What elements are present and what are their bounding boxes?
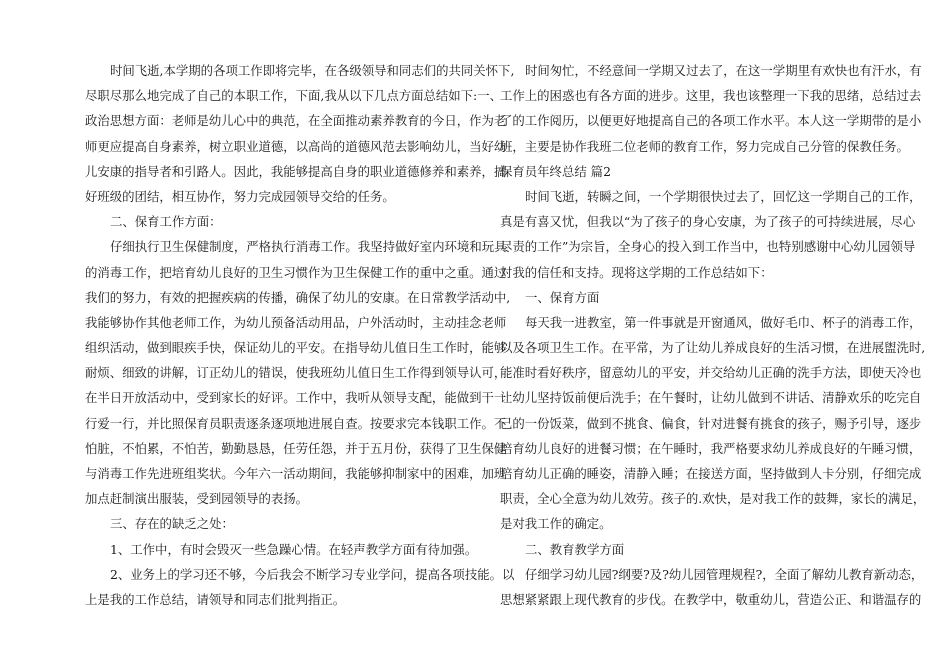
text-line: 与消毒工作先进班组奖状。今年六一活动期间，我能够抑制家中的困难，加班 xyxy=(85,466,507,481)
text-line: 能准时看好秩序，留意幼儿的平安，并交给幼儿正确的洗手方法，即使天冷也 xyxy=(500,365,922,381)
text-line: 二、保育工作方面： xyxy=(110,214,222,230)
text-line: 让幼儿坚持饭前便后洗手；在午餐时，让幼儿做到不讲话、清静欢乐的吃完自 xyxy=(500,390,922,406)
text-line: 上是我的工作总结，请领导和同志们批判指正。 xyxy=(85,591,346,607)
left-column xyxy=(85,58,515,612)
text-line: 每天我一进教室，第一件事就是开窗通风，做好毛巾、杯子的消毒工作， xyxy=(525,314,922,330)
text-line: 2、业务上的学习还不够，今后我会不断学习专业学问，提高各项技能。以 xyxy=(110,566,515,582)
text-line: 时间匆忙，不经意间一学期又过去了，在这一学期里有欢快也有汗水，有 xyxy=(525,63,922,78)
text-line: 对我的信任和支持。现将这学期的工作总结如下： xyxy=(500,264,773,280)
text-line: 尽职尽那么地完成了自己的本职工作，下面,我从以下几点方面总结如下:一、 xyxy=(85,88,503,104)
text-line: 政治思想方面：老师是幼儿心中的典范，在全面推动素养教育的今日，作为老 xyxy=(85,113,507,129)
text-line: 职责，全心全意为幼儿效劳。孩子的.欢快，是对我工作的鼓舞，家长的满足， xyxy=(500,491,926,507)
text-line: 师更应提高自身素养，树立职业道德，以高尚的道德风范去影响幼儿，当好幼 xyxy=(85,138,507,154)
text-line: 二、教育教学方面 xyxy=(525,541,625,557)
text-line: 仔细执行卫生保健制度，严格执行消毒工作。我坚持做好室内环境和玩具 xyxy=(110,239,507,255)
text-line: 是对我工作的确定。 xyxy=(500,516,612,532)
right-column xyxy=(500,58,926,612)
text-line: 三、存在的缺乏之处： xyxy=(110,516,234,532)
text-line: 了的工作阅历，以便更好地提高自己的各项工作水平。本人这一学期带的是小 xyxy=(500,113,922,129)
text-line: 儿安康的指导者和引路人。因此，我能够提高自身的职业道德修养和素养，搞 xyxy=(85,163,507,179)
text-line: 己的一份饭菜，做到不挑食、偏食，针对进餐有挑食的孩子，赐予引导，逐步 xyxy=(500,415,922,431)
text-line: 尽责的工作”为宗旨，全身心的投入到工作当中，也特别感谢中心幼儿园领导 xyxy=(500,239,916,255)
text-line: 怕脏，不怕累，不怕苦，勤勤恳恳，任劳任怨，并于五月份，获得了卫生保健 xyxy=(85,440,507,456)
text-line: 培育幼儿正确的睡姿，清静入睡；在接送方面，坚持做到人卡分别，仔细完成 xyxy=(500,466,922,481)
text-line: 在半日开放活动中，受到家长的好评。工作中，我听从领导支配，能做到干一 xyxy=(85,390,507,406)
text-line: 时间飞逝,本学期的各项工作即将完毕，在各级领导和同志们的共同关怀下, xyxy=(110,63,515,78)
text-line: 班，主要是协作我班二位老师的教育工作，努力完成自己分管的保教任务。 xyxy=(500,138,909,154)
text-line: 耐烦、细致的讲解，订正幼儿的错误，使我班幼儿值日生工作得到领导认可， xyxy=(85,365,507,381)
text-line: 培育幼儿良好的进餐习惯；在午睡时，我严格要求幼儿养成良好的午睡习惯， xyxy=(500,440,922,456)
text-line: 的消毒工作，把培育幼儿良好的卫生习惯作为卫生保健工作的重中之重。通过 xyxy=(85,264,507,280)
text-line: 时间飞逝，转瞬之间，一个学期很快过去了，回忆这一学期自己的工作， xyxy=(525,188,922,204)
text-line: 仔细学习幼儿园?纲要?及?幼儿园管理规程?，全面了解幼儿教育新动态， xyxy=(525,566,924,582)
text-line: 行爱一行，并比照保育员职责逐条逐项地进展自查。按要求完本钱职工作。不 xyxy=(85,415,507,431)
text-line: 我们的努力，有效的把握疾病的传播，确保了幼儿的安康。在日常教学活动中, xyxy=(85,289,511,305)
text-line: 我能够协作其他老师工作，为幼儿预备活动用品，户外活动时，主动挂念老师 xyxy=(85,314,507,330)
text-line: 工作上的困惑也有各方面的进步。这里，我也该整理一下我的思绪，总结过去 xyxy=(500,88,922,104)
text-line: 真是有喜又忧，但我以“为了孩子的身心安康，为了孩子的可持续进展，尽心 xyxy=(500,214,916,230)
text-line: 加点赶制演出服装，受到园领导的表扬。 xyxy=(85,491,309,507)
text-line: 好班级的团结，相互协作，努力完成园领导交给的任务。 xyxy=(85,188,395,204)
text-line: 保育员年终总结 篇2 xyxy=(500,163,611,179)
text-line: 一、保育方面 xyxy=(525,289,600,305)
text-line: 组织活动，做到眼疾手快，保证幼儿的平安。在指导幼儿值日生工作时，能够 xyxy=(85,340,507,356)
text-line: 思想紧紧跟上现代教育的步伐。在教学中，敬重幼儿，营造公正、和谐温存的 xyxy=(500,591,922,607)
text-line: 以及各项卫生工作。在平常，为了让幼儿养成良好的生活习惯，在进展盥洗时, xyxy=(500,340,926,356)
text-line: 1、工作中，有时会毁灭一些急躁心情。在轻声教学方面有待加强。 xyxy=(110,541,478,557)
